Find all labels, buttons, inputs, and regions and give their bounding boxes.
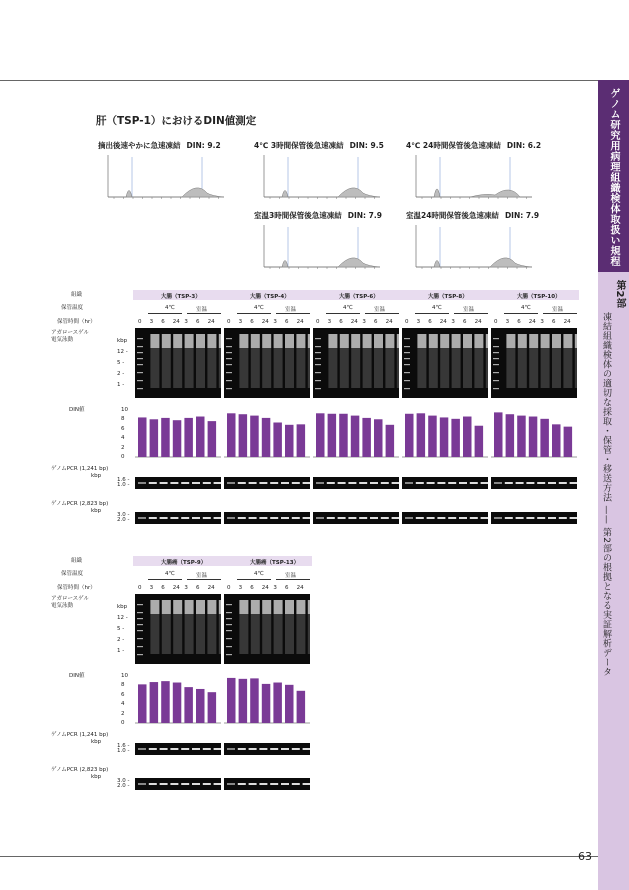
temp-underline (504, 313, 538, 314)
gel-tick: 12 - (117, 349, 128, 355)
temp-room: 室温 (285, 573, 297, 579)
din-tick: 8 (121, 682, 125, 689)
pcr-2823-gel (224, 778, 310, 790)
din-bar (463, 417, 472, 457)
gel-tick: 1 - (117, 382, 125, 388)
header-rule (0, 80, 598, 81)
tissue-name: 大腸（TSP-3） (161, 294, 201, 300)
din-bar (173, 683, 182, 723)
trace-title (254, 210, 382, 221)
din-bar (262, 684, 271, 723)
label-pcr1: ゲノムPCR (1,241 bp) (51, 466, 109, 472)
din-bar (262, 418, 271, 457)
time-label: 0 (494, 319, 498, 325)
time-label: 6 (517, 319, 521, 325)
pcr-1241-gel (224, 477, 310, 489)
time-label: 24 (207, 319, 215, 325)
temp-room: 室温 (552, 307, 564, 313)
din-bar (273, 423, 282, 458)
time-label: 24 (474, 319, 482, 325)
trace-din: DIN: 9.5 (349, 141, 384, 150)
gel-tick: 5 - (117, 626, 125, 632)
tissue-header (311, 290, 401, 300)
time-label: 3 (184, 585, 188, 591)
agarose-gel (402, 328, 488, 398)
time-label: 3 (416, 319, 421, 325)
din-bar (417, 413, 426, 457)
din-bar (273, 683, 282, 723)
temp-4c: 4℃ (254, 305, 264, 311)
din-bar (138, 684, 147, 723)
din-bar (529, 417, 538, 457)
din-bar (316, 413, 325, 457)
label-kbp: kbp (91, 774, 102, 780)
din-tick: 2 (121, 444, 125, 451)
temp-4c: 4℃ (254, 571, 264, 577)
temp-underline (365, 313, 399, 314)
din-bar (494, 412, 503, 457)
sidebar-part-text: 凍結組織検体の適切な採取・保管・移送方法 —— 第2部の根拠となる実証解析データ (601, 312, 611, 677)
din-bar (451, 419, 460, 457)
time-label: 0 (227, 585, 231, 591)
time-label: 3 (273, 319, 277, 325)
temp-underline (276, 579, 310, 580)
temp-underline (276, 313, 310, 314)
pcr-1241-gel (224, 743, 310, 755)
time-label: 24 (350, 319, 358, 325)
tissue-header (222, 556, 312, 566)
pcr1-tick: 1.6 - (117, 477, 130, 483)
din-tick: 10 (121, 407, 128, 413)
temp-4c: 4℃ (521, 305, 531, 311)
din-bar-chart (135, 673, 221, 725)
pcr-2823-gel (402, 512, 488, 524)
tissue-name: 大腸（TSP-6） (339, 294, 379, 300)
temp-room: 室温 (196, 573, 208, 579)
tissue-name: 大腸（TSP-4） (250, 294, 290, 300)
time-label: 6 (339, 319, 343, 325)
din-bar (173, 420, 182, 457)
trace-title (406, 140, 541, 151)
din-tick: 4 (121, 701, 125, 708)
time-label: 24 (563, 319, 571, 325)
time-label: 3 (451, 319, 455, 325)
sidebar-title-block (598, 80, 629, 272)
time-label: 6 (250, 319, 254, 325)
pcr-1241-gel (135, 743, 221, 755)
temp-room: 室温 (374, 307, 386, 313)
trace-din: DIN: 7.9 (504, 211, 540, 220)
pcr1-tick: 1.6 - (117, 743, 130, 749)
agarose-gel (224, 328, 310, 398)
din-bar (239, 679, 248, 723)
sidebar-title: ゲノム研究用病理組織検体取扱い規程 (608, 88, 619, 267)
tissue-name: 大腸癌（TSP-9） (161, 560, 207, 566)
din-tick: 8 (121, 416, 125, 423)
din-bar (552, 424, 561, 457)
label-pcr2: ゲノムPCR (2,823 bp) (51, 767, 109, 773)
din-bar (517, 416, 526, 457)
din-bar (239, 414, 248, 457)
time-label: 6 (463, 319, 467, 325)
din-bar (250, 678, 259, 723)
gel-tick: 2 - (117, 637, 125, 643)
time-label: 3 (184, 319, 188, 325)
din-bar (351, 416, 360, 457)
temp-4c: 4℃ (432, 305, 442, 311)
time-label: 0 (405, 319, 409, 325)
trace-condition: 室温3時間保管後急速凍結 (254, 211, 342, 220)
pcr-1241-gel (313, 477, 399, 489)
din-bar (161, 681, 170, 723)
din-bar (297, 424, 306, 457)
din-bar (540, 419, 549, 457)
din-bar (506, 414, 514, 457)
din-bar (428, 416, 437, 457)
time-label: 24 (385, 319, 393, 325)
time-label: 6 (552, 319, 556, 325)
din-bar-chart (313, 407, 399, 459)
time-label: 0 (138, 319, 142, 325)
label-kbp: kbp (91, 473, 102, 479)
trace-electropherogram (102, 151, 227, 203)
din-bar (362, 418, 371, 457)
label-pcr2: ゲノムPCR (2,823 bp) (51, 501, 109, 507)
trace-electropherogram (258, 151, 383, 203)
din-bar (161, 418, 170, 457)
time-label: 6 (161, 319, 165, 325)
din-bar (250, 416, 259, 457)
din-bar (196, 689, 205, 723)
pcr2-tick: 2.0 - (117, 783, 130, 789)
label-din: DIN値 (69, 673, 85, 679)
time-label: 24 (172, 319, 180, 325)
pcr1-tick: 1.0 - (117, 748, 130, 754)
trace-condition: 4℃ 3時間保管後急速凍結 (254, 141, 344, 150)
time-label: 24 (528, 319, 536, 325)
din-bar (564, 427, 573, 457)
time-label: 6 (196, 585, 200, 591)
din-bar (208, 421, 217, 457)
trace-electropherogram (410, 151, 535, 203)
din-bar-chart (402, 407, 488, 459)
din-tick: 0 (121, 454, 125, 460)
din-bar (405, 414, 414, 457)
din-tick: 4 (121, 435, 125, 442)
time-label: 24 (172, 585, 180, 591)
din-bar (328, 414, 337, 457)
tissue-header (489, 290, 579, 300)
trace-title (254, 140, 384, 151)
din-bar (150, 419, 159, 457)
gel-tick: 2 - (117, 371, 125, 377)
din-bar (374, 419, 383, 457)
time-label: 24 (207, 585, 215, 591)
din-tick: 0 (121, 720, 125, 726)
label-din: DIN値 (69, 407, 85, 413)
trace-title (406, 210, 539, 221)
time-label: 24 (296, 319, 304, 325)
pcr-2823-gel (135, 778, 221, 790)
time-label: 6 (428, 319, 432, 325)
time-label: 0 (227, 319, 231, 325)
time-label: 3 (327, 319, 332, 325)
din-bar (297, 691, 306, 723)
time-label: 3 (238, 319, 243, 325)
trace-din: DIN: 9.2 (186, 141, 221, 150)
temp-underline (187, 313, 221, 314)
din-tick: 6 (121, 425, 125, 432)
temp-underline (187, 579, 221, 580)
time-label: 3 (238, 585, 243, 591)
trace-electropherogram (258, 221, 383, 273)
din-bar (196, 417, 205, 457)
time-label: 0 (138, 585, 142, 591)
trace-panel (404, 140, 542, 205)
time-label: 3 (505, 319, 510, 325)
time-label: 24 (296, 585, 304, 591)
temp-room: 室温 (196, 307, 208, 313)
time-label: 3 (273, 585, 277, 591)
trace-electropherogram (410, 221, 535, 273)
time-label: 24 (439, 319, 447, 325)
time-label: 24 (261, 585, 269, 591)
label-temp: 保管温度 (61, 305, 84, 311)
din-bar-chart (135, 407, 221, 459)
trace-condition: 4℃ 24時間保管後急速凍結 (406, 141, 501, 150)
din-bar (475, 426, 484, 457)
gel-tick: 1 - (117, 648, 125, 654)
label-kbp: kbp (91, 739, 102, 745)
din-tick: 6 (121, 691, 125, 698)
time-label: 3 (362, 319, 366, 325)
agarose-gel (135, 328, 221, 398)
temp-4c: 4℃ (165, 305, 175, 311)
agarose-gel (135, 594, 221, 664)
trace-condition: 摘出後速やかに急速凍結 (98, 141, 181, 150)
sidebar-part-block (598, 272, 629, 890)
temp-underline (454, 313, 488, 314)
pcr-2823-gel (224, 512, 310, 524)
page-number: 63 (578, 850, 592, 863)
temp-underline (148, 313, 182, 314)
tissue-header (222, 290, 312, 300)
trace-din: DIN: 6.2 (506, 141, 542, 150)
time-label: 6 (285, 585, 289, 591)
trace-din: DIN: 7.9 (347, 211, 382, 220)
pcr-1241-gel (135, 477, 221, 489)
din-bar (138, 417, 147, 457)
din-bar (208, 692, 217, 723)
time-label: 3 (540, 319, 544, 325)
time-label: 24 (261, 319, 269, 325)
pcr-2823-gel (491, 512, 577, 524)
label-temp: 保管温度 (61, 571, 84, 577)
tissue-header (133, 290, 223, 300)
footer-rule (0, 856, 598, 857)
section-title: 肝（TSP-1）におけるDIN値測定 (96, 115, 257, 127)
trace-panel (96, 140, 231, 205)
trace-panel (252, 140, 387, 205)
din-bar (285, 685, 294, 723)
tissue-name: 大腸（TSP-10） (517, 294, 561, 300)
agarose-gel (491, 328, 577, 398)
trace-panel (252, 210, 387, 275)
gel-tick: 12 - (117, 615, 128, 621)
din-bar (184, 418, 193, 457)
temp-underline (543, 313, 577, 314)
din-bar (184, 687, 193, 723)
pcr2-tick: 2.0 - (117, 517, 130, 523)
time-label: 6 (250, 585, 254, 591)
pcr2-tick: 3.0 - (117, 512, 130, 518)
din-bar (150, 682, 159, 723)
label-tissue: 組織 (71, 558, 83, 564)
temp-underline (237, 313, 271, 314)
label-gel: アガロースゲル 電気泳動 (51, 330, 90, 343)
temp-underline (148, 579, 182, 580)
time-label: 6 (285, 319, 289, 325)
din-bar (386, 425, 395, 457)
din-bar (285, 425, 294, 457)
pcr-2823-gel (313, 512, 399, 524)
trace-condition: 室温24時間保管後急速凍結 (406, 211, 499, 220)
temp-underline (237, 579, 271, 580)
label-tissue: 組織 (71, 292, 83, 298)
pcr-1241-gel (491, 477, 577, 489)
sidebar-part-label: 第2部 (614, 280, 625, 309)
pcr1-tick: 1.0 - (117, 482, 130, 488)
temp-room: 室温 (285, 307, 297, 313)
tissue-header (400, 290, 490, 300)
trace-panel (404, 210, 539, 275)
pcr2-tick: 3.0 - (117, 778, 130, 784)
din-bar (227, 413, 236, 457)
agarose-gel (313, 328, 399, 398)
time-label: 3 (149, 319, 154, 325)
tissue-name: 大腸癌（TSP-13） (250, 560, 300, 566)
label-pcr1: ゲノムPCR (1,241 bp) (51, 732, 109, 738)
trace-title (98, 140, 221, 151)
tissue-header (133, 556, 223, 566)
label-kbp: kbp (91, 508, 102, 514)
time-label: 6 (161, 585, 165, 591)
din-bar-chart (224, 407, 310, 459)
label-kbp: kbp (117, 604, 128, 610)
label-gel: アガロースゲル 電気泳動 (51, 596, 90, 609)
temp-underline (415, 313, 449, 314)
din-bar-chart (224, 673, 310, 725)
tissue-name: 大腸（TSP-8） (428, 294, 468, 300)
pcr-1241-gel (402, 477, 488, 489)
label-kbp: kbp (117, 338, 128, 344)
time-label: 0 (316, 319, 320, 325)
din-tick: 2 (121, 710, 125, 717)
gel-tick: 5 - (117, 360, 125, 366)
time-label: 6 (196, 319, 200, 325)
time-label: 3 (149, 585, 154, 591)
din-bar (227, 678, 236, 723)
time-label: 6 (374, 319, 378, 325)
label-time: 保管時間（hr） (57, 319, 96, 325)
din-bar (339, 414, 348, 457)
label-time: 保管時間（hr） (57, 585, 96, 591)
temp-4c: 4℃ (165, 571, 175, 577)
din-tick: 10 (121, 673, 128, 679)
din-bar (440, 417, 449, 457)
temp-underline (326, 313, 360, 314)
temp-room: 室温 (463, 307, 475, 313)
din-bar-chart (491, 407, 577, 459)
temp-4c: 4℃ (343, 305, 353, 311)
pcr-2823-gel (135, 512, 221, 524)
agarose-gel (224, 594, 310, 664)
